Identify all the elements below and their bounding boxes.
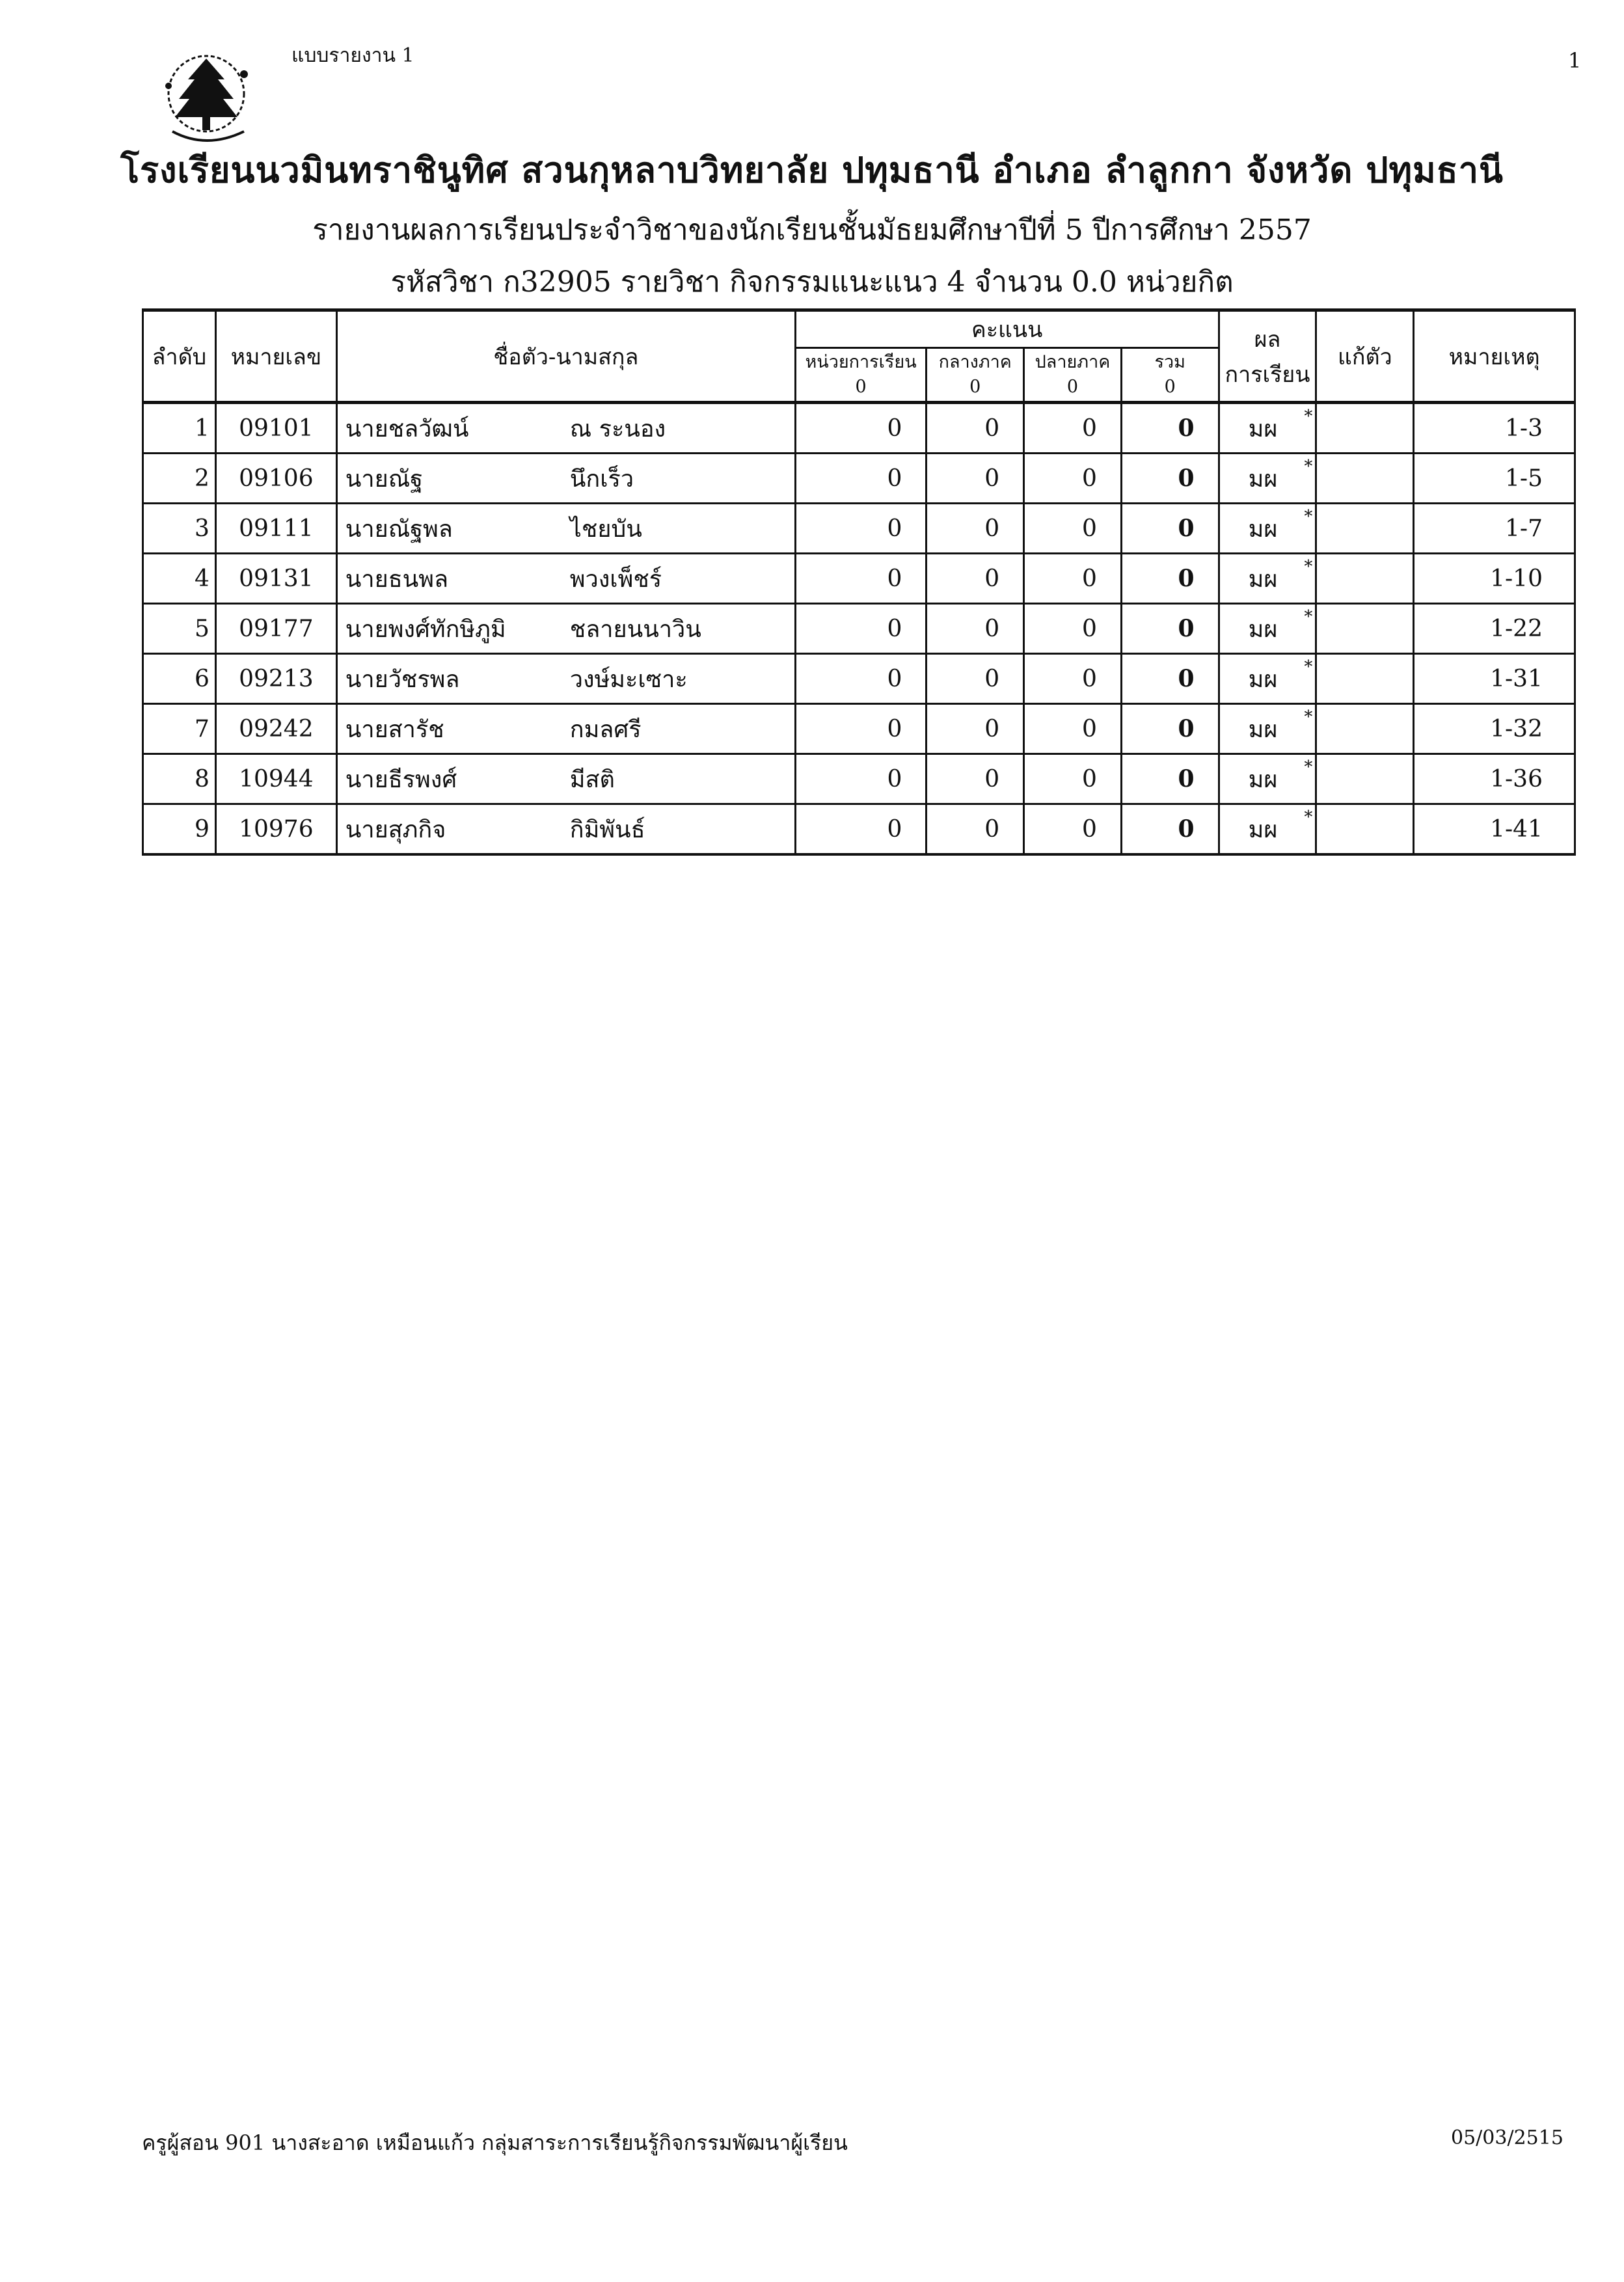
school-title: โรงเรียนนวมินทราชินูทิศ สวนกุหลาบวิทยาลัย ปทุมธานี อำเภอ ลำลูกกา จังหวัด ปทุมธานี [120, 149, 1504, 191]
row-order: 8 [143, 754, 216, 804]
row-remark: 1-36 [1414, 754, 1575, 804]
row-last-name: ชลายนนาวิน [569, 616, 701, 643]
row-last-name: วงษ์มะเซาะ [569, 666, 688, 693]
row-name [336, 454, 795, 504]
row-result-text: มผ [1248, 515, 1278, 543]
row-result [1219, 754, 1316, 804]
row-last-name: ณ ระนอง [569, 415, 666, 442]
header-final-label: ปลายภาค [1035, 352, 1111, 372]
row-mid-score: 0 [927, 504, 1024, 554]
header-total [1121, 348, 1219, 403]
row-last-name: นึกเร็ว [569, 465, 634, 493]
school-seal-logo-icon [146, 34, 277, 157]
row-unit-score: 0 [795, 704, 927, 754]
row-first-name: นายวัชรพล [345, 666, 460, 693]
row-final-score: 0 [1024, 654, 1122, 704]
row-unit-score: 0 [795, 654, 927, 704]
row-mid-score: 0 [927, 604, 1024, 654]
row-remark: 1-5 [1414, 454, 1575, 504]
row-result-star: * [1304, 707, 1313, 727]
row-last-name: พวงเพ็ชร์ [569, 565, 662, 593]
row-first-name: นายธนพล [345, 565, 449, 593]
header-name: ชื่อตัว-นามสกุล [336, 310, 795, 403]
row-first-name: นายธีรพงศ์ [345, 766, 457, 793]
row-final-score: 0 [1024, 504, 1122, 554]
row-result-text: มผ [1248, 766, 1278, 793]
header-remark: หมายเหตุ [1414, 310, 1575, 403]
row-remark: 1-31 [1414, 654, 1575, 704]
header-fix: แก้ตัว [1316, 310, 1414, 403]
row-order: 7 [143, 704, 216, 754]
row-mid-score: 0 [927, 554, 1024, 604]
row-name [336, 654, 795, 704]
row-result-star: * [1304, 808, 1313, 827]
row-mid-score: 0 [927, 754, 1024, 804]
table-row [143, 654, 1575, 704]
course-title: รหัสวิชา ก32905 รายวิชา กิจกรรมแนะแนว 4 จำนวน 0.0 หน่วยกิต [390, 265, 1234, 299]
row-result-star: * [1304, 507, 1313, 526]
row-result [1219, 504, 1316, 554]
row-final-score: 0 [1024, 403, 1122, 454]
row-last-name: กิมิพันธ์ [569, 816, 645, 843]
row-total-score: 0 [1121, 654, 1219, 704]
row-fix [1316, 554, 1414, 604]
table-row [143, 804, 1575, 855]
row-result-text: มผ [1248, 666, 1278, 693]
row-final-score: 0 [1024, 754, 1122, 804]
row-result-text: มผ [1248, 816, 1278, 843]
table-row [143, 604, 1575, 654]
row-mid-score: 0 [927, 804, 1024, 855]
row-result [1219, 804, 1316, 855]
row-id: 10944 [215, 754, 336, 804]
row-fix [1316, 654, 1414, 704]
row-remark: 1-3 [1414, 403, 1575, 454]
row-first-name: นายพงศ์ทักษิภูมิ [345, 616, 506, 643]
row-mid-score: 0 [927, 454, 1024, 504]
page-number: 1 [1568, 48, 1582, 73]
header-unit [795, 348, 927, 403]
row-fix [1316, 754, 1414, 804]
header-scores: คะแนน [795, 310, 1219, 348]
row-total-score: 0 [1121, 754, 1219, 804]
header-final [1024, 348, 1122, 403]
header-result-line1: ผล [1254, 326, 1281, 353]
row-first-name: นายชลวัฒน์ [345, 415, 469, 442]
row-result-star: * [1304, 457, 1313, 476]
table-row [143, 504, 1575, 554]
header-id: หมายเลข [215, 310, 336, 403]
table-row [143, 554, 1575, 604]
row-total-score: 0 [1121, 704, 1219, 754]
header-total-label: รวม [1154, 352, 1185, 372]
row-mid-score: 0 [927, 704, 1024, 754]
row-final-score: 0 [1024, 704, 1122, 754]
row-name [336, 504, 795, 554]
grade-report-table [142, 308, 1576, 856]
header-midterm-max: 0 [969, 377, 981, 397]
row-result [1219, 604, 1316, 654]
row-result-star: * [1304, 757, 1313, 777]
row-last-name: ไชยบัน [569, 515, 642, 543]
row-order: 6 [143, 654, 216, 704]
row-fix [1316, 804, 1414, 855]
row-id: 09101 [215, 403, 336, 454]
header-order: ลำดับ [143, 310, 216, 403]
report-title: รายงานผลการเรียนประจำวิชาของนักเรียนชั้นมัธยมศึกษาปีที่ 5 ปีการศึกษา 2557 [312, 213, 1312, 247]
row-result-text: มผ [1248, 565, 1278, 593]
footer-teacher: ครูผู้สอน 901 นางสะอาด เหมือนแก้ว กลุ่มสาระการเรียนรู้กิจกรรมพัฒนาผู้เรียน [142, 2130, 848, 2155]
header-midterm [927, 348, 1024, 403]
row-order: 2 [143, 454, 216, 504]
row-unit-score: 0 [795, 604, 927, 654]
row-result-text: มผ [1248, 415, 1278, 442]
row-mid-score: 0 [927, 403, 1024, 454]
row-order: 1 [143, 403, 216, 454]
row-total-score: 0 [1121, 454, 1219, 504]
row-id: 09131 [215, 554, 336, 604]
row-mid-score: 0 [927, 654, 1024, 704]
row-name [336, 604, 795, 654]
row-first-name: นายสารัช [345, 716, 444, 743]
table-row [143, 754, 1575, 804]
row-final-score: 0 [1024, 604, 1122, 654]
row-first-name: นายสุภกิจ [345, 816, 446, 843]
row-first-name: นายณัฐ [345, 465, 423, 493]
row-unit-score: 0 [795, 554, 927, 604]
row-last-name: มีสติ [569, 766, 615, 793]
row-remark: 1-22 [1414, 604, 1575, 654]
row-unit-score: 0 [795, 403, 927, 454]
header-result-line2: การเรียน [1225, 361, 1310, 388]
form-label: แบบรายงาน 1 [291, 44, 414, 67]
row-result-text: มผ [1248, 465, 1278, 493]
row-result-star: * [1304, 607, 1313, 627]
table-row [143, 403, 1575, 454]
row-fix [1316, 403, 1414, 454]
row-remark: 1-7 [1414, 504, 1575, 554]
table-row [143, 454, 1575, 504]
row-final-score: 0 [1024, 554, 1122, 604]
row-id: 09111 [215, 504, 336, 554]
row-fix [1316, 604, 1414, 654]
row-unit-score: 0 [795, 754, 927, 804]
row-fix [1316, 504, 1414, 554]
row-result [1219, 403, 1316, 454]
row-total-score: 0 [1121, 554, 1219, 604]
row-first-name: นายณัฐพล [345, 515, 453, 543]
row-result-star: * [1304, 657, 1313, 677]
row-total-score: 0 [1121, 504, 1219, 554]
row-last-name: กมลศรี [569, 716, 642, 743]
row-name [336, 704, 795, 754]
row-fix [1316, 454, 1414, 504]
row-unit-score: 0 [795, 454, 927, 504]
row-total-score: 0 [1121, 804, 1219, 855]
header-unit-label: หน่วยการเรียน [805, 352, 917, 372]
row-total-score: 0 [1121, 403, 1219, 454]
row-order: 3 [143, 504, 216, 554]
row-name [336, 804, 795, 855]
row-fix [1316, 704, 1414, 754]
row-unit-score: 0 [795, 504, 927, 554]
row-result [1219, 704, 1316, 754]
row-order: 9 [143, 804, 216, 855]
footer-date: 05/03/2515 [1451, 2126, 1563, 2149]
header-unit-max: 0 [855, 377, 867, 397]
row-result-text: มผ [1248, 616, 1278, 643]
row-result-star: * [1304, 557, 1313, 577]
row-unit-score: 0 [795, 804, 927, 855]
row-final-score: 0 [1024, 804, 1122, 855]
header-midterm-label: กลางภาค [938, 352, 1012, 372]
row-result [1219, 654, 1316, 704]
row-remark: 1-10 [1414, 554, 1575, 604]
row-id: 09177 [215, 604, 336, 654]
row-id: 09213 [215, 654, 336, 704]
row-order: 4 [143, 554, 216, 604]
row-result [1219, 454, 1316, 504]
row-id: 09242 [215, 704, 336, 754]
row-final-score: 0 [1024, 454, 1122, 504]
row-remark: 1-32 [1414, 704, 1575, 754]
row-remark: 1-41 [1414, 804, 1575, 855]
row-id: 10976 [215, 804, 336, 855]
row-result [1219, 554, 1316, 604]
row-total-score: 0 [1121, 604, 1219, 654]
header-final-max: 0 [1066, 377, 1079, 397]
row-result-text: มผ [1248, 716, 1278, 743]
row-order: 5 [143, 604, 216, 654]
header-result [1219, 310, 1316, 403]
row-name [336, 403, 795, 454]
header-total-max: 0 [1164, 377, 1176, 397]
table-row [143, 704, 1575, 754]
row-result-star: * [1304, 407, 1313, 426]
row-id: 09106 [215, 454, 336, 504]
row-name [336, 554, 795, 604]
row-name [336, 754, 795, 804]
